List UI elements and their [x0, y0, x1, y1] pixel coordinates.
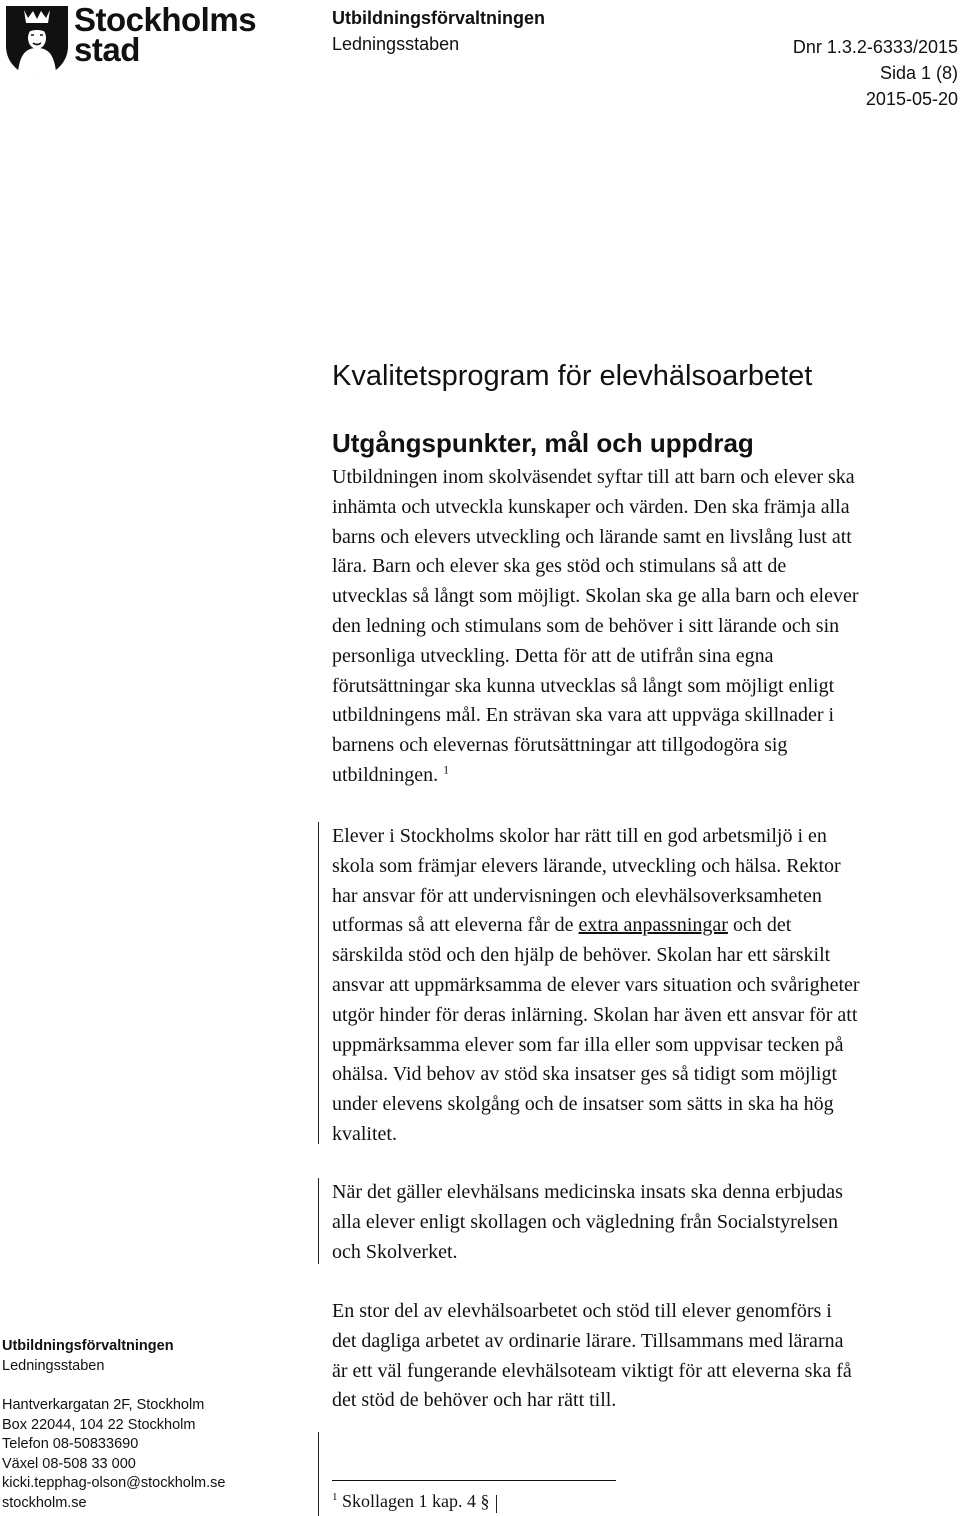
- paragraph-line: under elevens skolgång och de insatser som sätts in ska ha hög: [332, 1093, 834, 1116]
- address-box: Box 22044, 104 22 Stockholm: [2, 1416, 196, 1433]
- paragraph-line: När det gäller elevhälsans medicinska insats ska denna erbjudas: [332, 1181, 843, 1203]
- intro-paragraph: [332, 463, 960, 791]
- address-department: Utbildningsförvaltningen: [2, 1338, 174, 1354]
- header-department: Utbildningsförvaltningen: [332, 8, 545, 28]
- address-phone: Telefon 08-50833690: [2, 1436, 139, 1452]
- paragraph-line: inhämta och utveckla kunskaper och värden. Den ska främja alla: [332, 495, 850, 518]
- footnote-separator: [332, 1480, 616, 1481]
- paragraph-line: En stor del av elevhälsoarbetet och stöd till elever genomförs i: [332, 1300, 832, 1322]
- page-number: Sida 1 (8): [879, 63, 958, 83]
- paragraph-line: det stöd de behöver och har rätt till.: [332, 1389, 617, 1412]
- address-block: [2, 1337, 225, 1513]
- paragraph-line: är ett väl fungerande elevhälsoteam viktigt för att eleverna ska få: [332, 1359, 852, 1382]
- line-text: utformas så att eleverna får de: [332, 914, 579, 937]
- paragraph-line: Utbildningen inom skolväsendet syftar till att barn och elever ska: [332, 466, 855, 488]
- paragraph-last-text: utbildningen.: [332, 763, 439, 786]
- document-date: 2015-05-20: [865, 89, 958, 109]
- address-street: Hantverkargatan 2F, Stockholm: [2, 1397, 205, 1413]
- paragraph-line: utbildningens mål. En strävan ska vara att uppväga skillnader i: [332, 704, 835, 727]
- paragraph-line: det dagliga arbetet av ordinarie lärare. Tillsammans med lärarna: [332, 1329, 844, 1352]
- paragraph-line: skola som främjar elevers lärande, utveckling och hälsa. Rektor: [332, 854, 841, 877]
- paragraph-line: barns och elevers utveckling och lärande samt en livslång lust att: [332, 525, 852, 548]
- extra-anpassningar-link[interactable]: extra anpassningar: [578, 914, 728, 937]
- address-email[interactable]: kicki.tepphag-olson@stockholm.se: [2, 1475, 226, 1491]
- paragraph-line: och Skolverket.: [332, 1240, 458, 1263]
- elever-paragraph: [332, 822, 960, 1150]
- logo-wordmark-line1: Stockholms: [74, 1, 257, 38]
- footnote-reference[interactable]: 1: [443, 762, 450, 777]
- revision-bar: [496, 1495, 497, 1513]
- paragraph-line: uppmärksamma elever som far illa eller som uppvisar tecken på: [332, 1033, 844, 1056]
- address-website[interactable]: stockholm.se: [2, 1494, 87, 1511]
- paragraph-line: ohälsa. Vid behov av stöd ska insatser ges så tidigt som möjligt: [332, 1063, 838, 1086]
- medicinsk-paragraph: [332, 1178, 960, 1267]
- address-unit: Ledningsstaben: [2, 1357, 105, 1374]
- paragraph-line: alla elever enligt skollagen och vägledning från Socialstyrelsen: [332, 1210, 838, 1233]
- paragraph-line: barnens och elevernas förutsättningar att tillgodogöra sig: [332, 734, 788, 757]
- paragraph-line: personliga utveckling. Detta för att de utifrån sina egna: [332, 644, 774, 667]
- section-heading: Utgångspunkter, mål och uppdrag: [332, 428, 754, 458]
- address-switchboard: Växel 08-508 33 000: [2, 1455, 136, 1472]
- paragraph-line: kvalitet.: [332, 1122, 397, 1145]
- paragraph-line: förutsättningar ska kunna utvecklas så långt som möjligt enligt: [332, 674, 835, 697]
- stockholms-stad-logo: [4, 1, 257, 82]
- paragraph-line: den ledning och stimulans som de behöver i sitt lärande och sin: [332, 614, 840, 637]
- revision-bar: [318, 1432, 319, 1516]
- paragraph-line: utvecklas så långt som möjligt. Skolan ska ge alla barn och elever: [332, 585, 859, 608]
- document-number: Dnr 1.3.2-6333/2015: [792, 37, 958, 57]
- header-unit: Ledningsstaben: [332, 34, 460, 54]
- paragraph-line: [332, 761, 960, 791]
- footnote: [332, 1491, 489, 1512]
- paragraph-line: Elever i Stockholms skolor har rätt till en god arbetsmiljö i en: [332, 825, 827, 847]
- stor-del-paragraph: [332, 1297, 960, 1416]
- footnote-mark: 1: [332, 1491, 338, 1503]
- paragraph-line: ansvar att uppmärksamma de elever vars situation och svårigheter: [332, 973, 860, 996]
- paragraph-line: utgör hinder för deras inlärning. Skolan har även ett ansvar för att: [332, 1003, 858, 1026]
- revision-bar: [318, 822, 319, 1144]
- header-meta: [793, 34, 958, 112]
- footnote-text: Skollagen 1 kap. 4 §: [342, 1491, 490, 1511]
- paragraph-line: har ansvar för att undervisningen och elevhälsoverksamheten: [332, 884, 822, 907]
- city-crest-icon: [4, 2, 70, 80]
- line-text: och det: [727, 914, 792, 937]
- revision-bar: [318, 1178, 319, 1264]
- paragraph-line: [332, 911, 960, 941]
- paragraph-line: särskilda stöd och den hjälp de behöver. Skolan har ett särskilt: [332, 944, 831, 967]
- document-title: Kvalitetsprogram för elevhälsoarbetet: [332, 360, 813, 392]
- paragraph-line: lära. Barn och elever ska ges stöd och stimulans så att de: [332, 555, 787, 578]
- logo-wordmark-line2: stad: [74, 31, 140, 68]
